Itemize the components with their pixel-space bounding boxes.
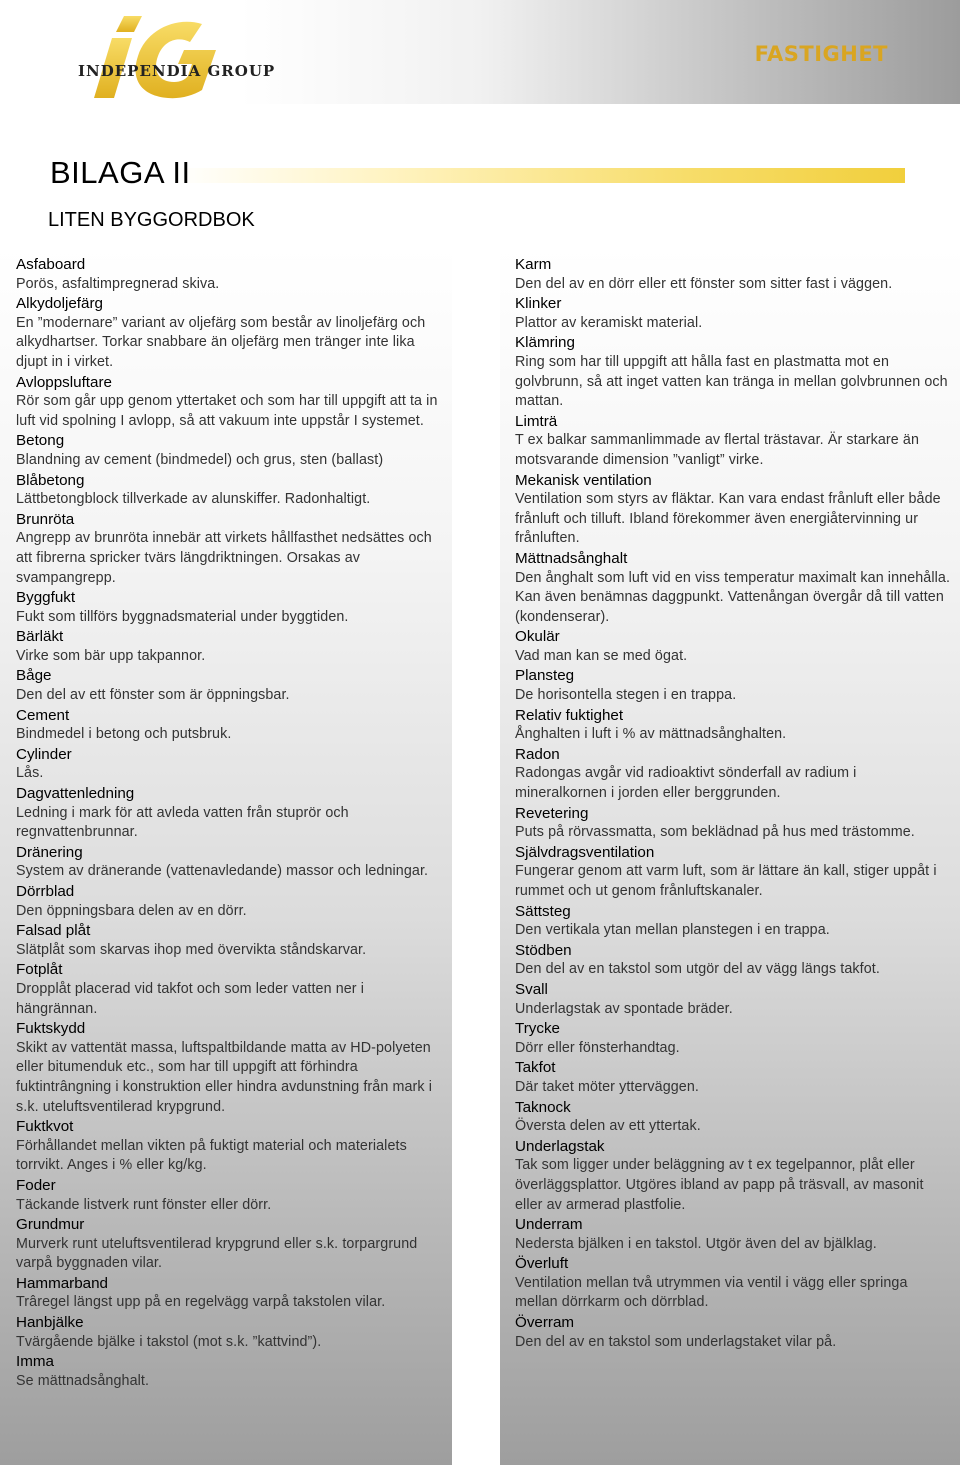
glossary-term: Mättnadsånghalt [515, 549, 628, 567]
glossary-term: Sättsteg [515, 902, 571, 920]
glossary-entry [515, 1215, 952, 1254]
glossary-entry [515, 1019, 952, 1058]
glossary-definition: Trâregel längst upp på en regelvägg varpå takstolen vilar. [16, 1294, 386, 1311]
glossary-definition: Tak som ligger under beläggning av t ex tegelpannor, plåt eller överläggsplattor. Utgöres ibland av papp på träsvall, av masonit eller av armerad plastfolie. [515, 1157, 924, 1213]
glossary-definition: Porös, asfaltimpregnerad skiva. [16, 275, 220, 292]
company-name: INDEPENDIA GROUP [78, 62, 276, 80]
glossary-term: Självdragsventilation [515, 843, 655, 861]
glossary-definition: De horisontella stegen i en trappa. [515, 687, 737, 704]
glossary-term: Plansteg [515, 667, 575, 685]
glossary-definition: Ventilation som styrs av fläktar. Kan vara endast frånluft eller både frånluft och tilluft. Ibland förekommer även energiåtervinning ur frånluften. [515, 491, 941, 547]
glossary-column-right [500, 247, 960, 1465]
glossary-entry [515, 255, 952, 294]
glossary-entry [515, 843, 952, 902]
glossary-term: Brunröta [16, 510, 75, 528]
glossary-term: Hammarband [16, 1274, 109, 1292]
glossary-entry [16, 666, 444, 705]
ig-logo-mark [90, 2, 240, 102]
glossary-entry [515, 627, 952, 666]
glossary-entry [515, 549, 952, 627]
glossary-definition: Ring som har till uppgift att hålla fast en plastmatta mot en golvbrunn, så att inget vatten kan tränga in mellan golvbrunnen och mattan. [515, 353, 948, 410]
glossary-entry [16, 1313, 444, 1352]
glossary-term: Dörrblad [16, 883, 75, 900]
glossary-term: Klämring [515, 334, 575, 352]
glossary-definition: Puts på rörvassmatta, som beklädnad på hus med trästomme. [515, 824, 915, 841]
glossary-definition: Den öppningsbara delen av en dörr. [16, 902, 247, 919]
glossary-definition: Angrepp av brunröta innebär att virkets hållfasthet nedsättes och att fibrerna spricker tvärs längdriktningen. Orsakas av svampangrepp. [16, 530, 432, 586]
glossary-term: Asfaboard [16, 256, 86, 273]
glossary-term: Falsad plåt [16, 922, 91, 940]
glossary-definition: Blandning av cement (bindmedel) och grus, sten (ballast) [16, 451, 384, 468]
glossary-entry [515, 412, 952, 471]
glossary-definition: Fukt som tillförs byggnadsmaterial under byggtiden. [16, 608, 349, 625]
glossary-term: Grundmur [16, 1216, 85, 1234]
glossary-entry [16, 960, 444, 1019]
glossary-entry [16, 255, 444, 294]
glossary-definition: Förhållandet mellan vikten på fuktigt material och materialets torrvikt. Anges i % eller kg/kg. [16, 1137, 407, 1174]
glossary-term: Revetering [515, 804, 589, 822]
glossary-definition: Dörr eller fönsterhandtag. [515, 1039, 680, 1056]
glossary-entry [16, 1117, 444, 1176]
glossary-term: Radon [515, 745, 560, 763]
glossary-definition: Ledning i mark för att avleda vatten från stuprör och regnvattenbrunnar. [16, 804, 349, 841]
glossary-entry [515, 745, 952, 804]
glossary-term: Fuktskydd [16, 1020, 86, 1038]
page-subtitle: LITEN BYGGORDBOK [48, 209, 255, 231]
section-label: FASTIGHET [754, 42, 888, 66]
title-block [50, 155, 255, 232]
glossary-entry [515, 804, 952, 843]
glossary-term: Underlagstak [515, 1137, 605, 1155]
glossary-definition: Den del av en takstol som utgör del av vägg längs takfot. [515, 961, 880, 978]
glossary-term: Hanbjälke [16, 1314, 84, 1332]
glossary-definition: En ”modernare” variant av oljefärg som består av linoljefärg och alkydhartser. Torkar snabbare än oljefärg men tränger inte lika djupt in i virket. [16, 314, 426, 370]
glossary-term: Dagvattenledning [16, 785, 135, 803]
glossary-entry [16, 843, 444, 882]
glossary-entry [16, 882, 444, 921]
glossary-definition: Radongas avgår vid radioaktivt sönderfall av radium i mineralkornen i jorden eller berggrunden. [515, 765, 857, 802]
glossary-definition: Tvärgående bjälke i takstol (mot s.k. ”kattvind”). [16, 1333, 322, 1350]
glossary-entry [16, 706, 444, 745]
company-logo [38, 6, 276, 102]
glossary-term: Bärläkt [16, 628, 64, 646]
glossary-entry [515, 902, 952, 941]
glossary-list-right [500, 255, 960, 1352]
glossary-entry [515, 941, 952, 980]
glossary-definition: Ånghalten i luft i % av mättnadsånghalten. [515, 726, 787, 743]
glossary-term: Svall [515, 980, 548, 998]
glossary-entry [16, 745, 444, 784]
glossary-term: Imma [16, 1353, 54, 1371]
page-title: BILAGA II [50, 155, 191, 190]
glossary-term: Överluft [515, 1255, 569, 1273]
glossary-column-left [0, 247, 452, 1465]
glossary-definition: Den vertikala ytan mellan planstegen i en trappa. [515, 922, 830, 939]
glossary-entry [16, 471, 444, 510]
glossary-entry [515, 294, 952, 333]
glossary-entry [16, 1176, 444, 1215]
glossary-definition: Murverk runt uteluftsventilerad krypgrund eller s.k. torpargrund varpå byggnaden vilar. [16, 1235, 418, 1272]
glossary-term: Cement [16, 706, 70, 724]
glossary-entry [515, 333, 952, 411]
glossary-entry [515, 666, 952, 705]
glossary-definition: Bindmedel i betong och putsbruk. [16, 726, 232, 743]
glossary-entry [16, 1352, 444, 1391]
glossary-definition: Underlagstak av spontade bräder. [515, 1000, 733, 1017]
glossary-term: Stödben [515, 941, 572, 959]
glossary-entry [16, 431, 444, 470]
glossary-entry [16, 294, 444, 372]
glossary-term: Relativ fuktighet [515, 706, 624, 724]
glossary-term: Betong [16, 432, 65, 450]
glossary-entry [515, 1058, 952, 1097]
glossary-entry [515, 1313, 952, 1352]
glossary-definition: Plattor av keramiskt material. [515, 314, 703, 331]
glossary-term: Limträ [515, 412, 558, 430]
glossary-entry [16, 784, 444, 843]
glossary-term: Cylinder [16, 745, 72, 763]
glossary-term: Okulär [515, 628, 560, 646]
glossary-entry [16, 921, 444, 960]
glossary-term: Takfot [515, 1059, 556, 1077]
glossary-definition: Se mättnadsånghalt. [16, 1372, 150, 1389]
glossary-entry [16, 1215, 444, 1274]
glossary-entry [16, 1274, 444, 1313]
glossary-entry [16, 510, 444, 588]
glossary-entry [16, 373, 444, 432]
glossary-definition: Rör som går upp genom yttertaket och som har till uppgift att ta in luft vid spolning I avlopp, så att vakuum inte uppstår I systemet. [16, 393, 438, 429]
glossary-definition: Översta delen av ett yttertak. [515, 1118, 701, 1135]
glossary-definition: Den del av en takstol som underlagstaket vilar på. [515, 1333, 837, 1350]
glossary-term: Klinker [515, 295, 562, 313]
glossary-definition: Vad man kan se med ögat. [515, 647, 688, 664]
glossary-entry [515, 706, 952, 745]
glossary-definition: Den del av ett fönster som är öppningsbar. [16, 687, 290, 704]
glossary-entry [16, 627, 444, 666]
glossary-definition: Virke som bär upp takpannor. [16, 647, 206, 664]
glossary-definition: Lås. [16, 765, 44, 782]
glossary-term: Blåbetong [16, 471, 85, 489]
glossary-list-left [0, 255, 452, 1391]
glossary-term: Trycke [515, 1020, 560, 1038]
glossary-definition: Lättbetongblock tillverkade av alunskiffer. Radonhaltigt. [16, 491, 371, 508]
glossary-definition: Ventilation mellan två utrymmen via ventil i vägg eller springa mellan dörrkarm och dörrblad. [515, 1274, 908, 1311]
glossary-term: Fuktkvot [16, 1118, 74, 1136]
glossary-term: Dränering [16, 843, 83, 861]
glossary-definition: Nedersta bjälken i en takstol. Utgör även del av bjälklag. [515, 1235, 877, 1252]
glossary-term: Fotplåt [16, 961, 63, 979]
glossary-term: Underram [515, 1216, 583, 1234]
glossary-definition: Där taket möter ytterväggen. [515, 1078, 699, 1095]
glossary-definition: Den ånghalt som luft vid en viss temperatur maximalt kan innehålla. Kan även benämnas daggpunkt. Vattenångan övergår då till vatten (kondenserar). [515, 569, 951, 625]
glossary-term: Foder [16, 1176, 56, 1194]
glossary-term: Taknock [515, 1098, 571, 1116]
glossary-term: Karm [515, 256, 552, 273]
glossary-term: Båge [16, 667, 52, 685]
glossary-definition: Fungerar genom att varm luft, som är lättare än kall, stiger uppåt i rummet och ut genom frånluftskanaler. [515, 863, 937, 899]
glossary-definition: Den del av en dörr eller ett fönster som sitter fast i väggen. [515, 275, 893, 292]
glossary-definition: Skikt av vattentät massa, luftspaltbildande matta av HD-polyeten eller bitumenduk etc., som har till uppgift att förhindra fuktintrângning i konstruktion eller hindra avdunstning från mark i s.k. uteluftsventilerad krypgrund. [16, 1039, 432, 1115]
glossary-entry [515, 1098, 952, 1137]
glossary-entry [515, 980, 952, 1019]
glossary-term: Mekanisk ventilation [515, 471, 652, 489]
glossary-term: Alkydoljefärg [16, 295, 103, 313]
glossary-entry [16, 588, 444, 627]
glossary-definition: Dropplåt placerad vid takfot och som leder vatten ner i hängrännan. [16, 980, 365, 1017]
glossary-entry [16, 1019, 444, 1117]
glossary-definition: Slätplåt som skarvas ihop med övervikta ståndskarvar. [16, 941, 367, 958]
glossary-entry [515, 471, 952, 549]
glossary-entry [515, 1137, 952, 1215]
glossary-term: Byggfukt [16, 589, 76, 607]
title-accent-bar [175, 168, 905, 183]
glossary-entry [515, 1254, 952, 1313]
glossary-definition: T ex balkar sammanlimmade av flertal trästavar. Är starkare än motsvarande dimension ”vanligt” virke. [515, 432, 920, 468]
glossary-term: Överram [515, 1314, 575, 1332]
glossary-term: Avloppsluftare [16, 373, 112, 391]
glossary-definition: System av dränerande (vattenavledande) massor och ledningar. [16, 863, 429, 880]
glossary-definition: Täckande listverk runt fönster eller dörr. [16, 1196, 272, 1213]
